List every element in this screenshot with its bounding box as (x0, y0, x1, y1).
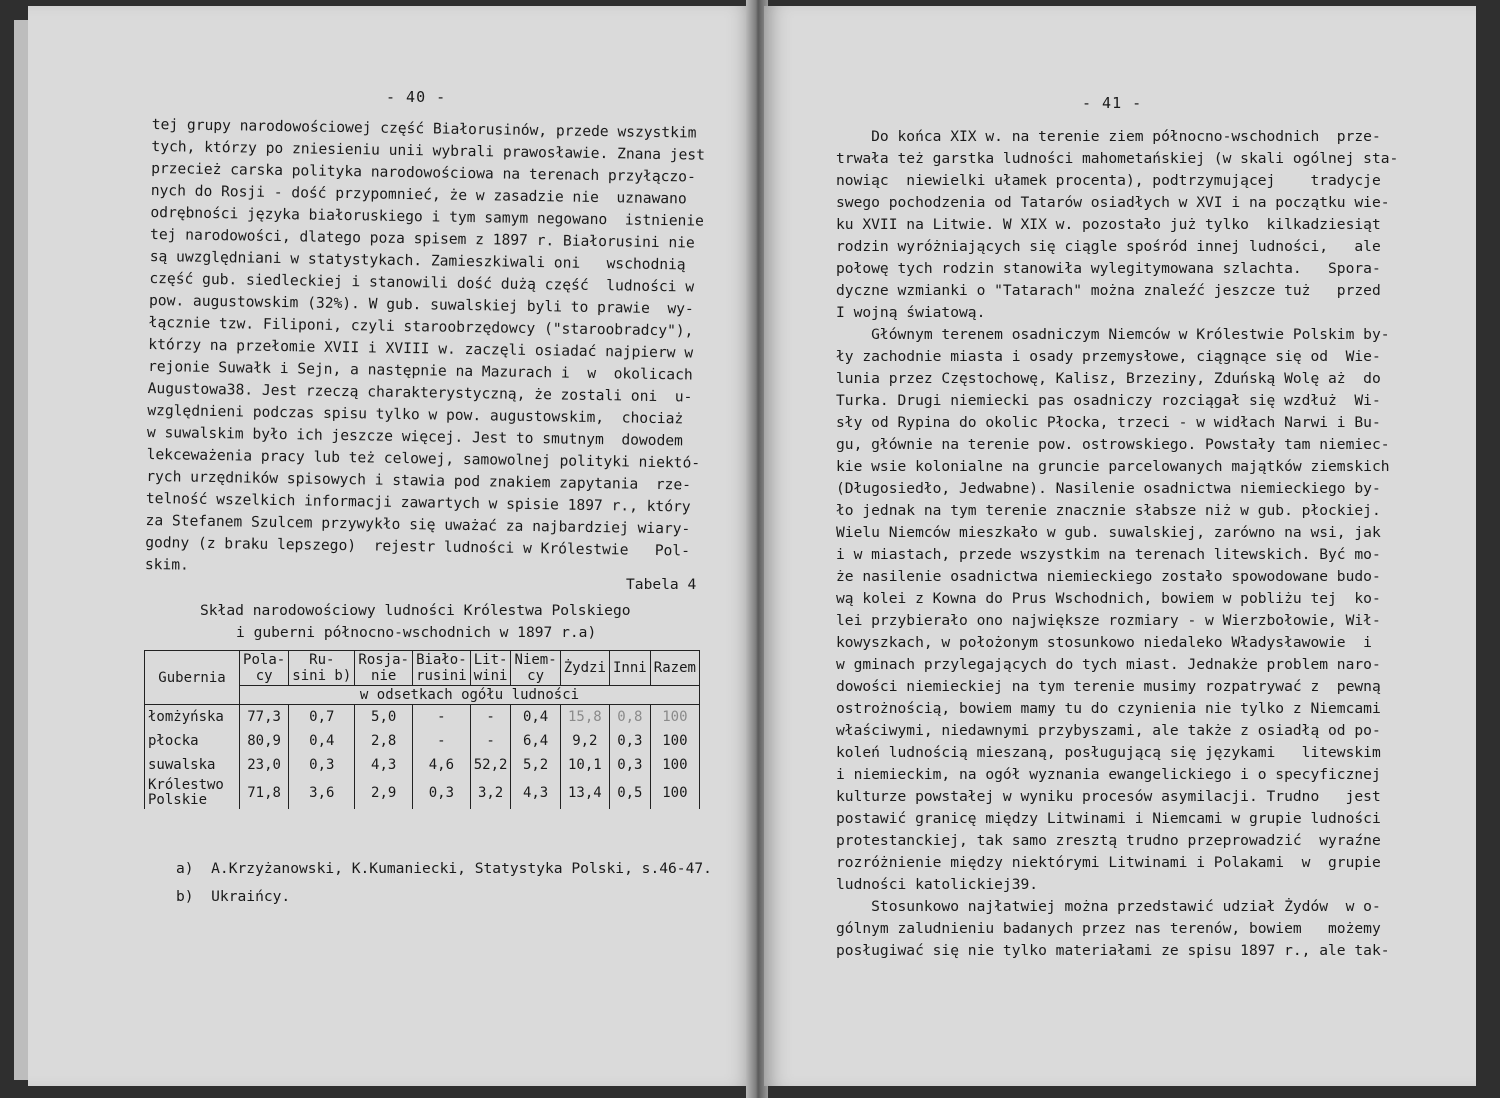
table-cell: 77,3 (240, 705, 289, 730)
table-cell-gubernia: łomżyńska (145, 705, 240, 730)
population-table (144, 650, 700, 809)
left-text-line: w suwalskim było ich jeszcze więcej. Jest to smutnym dowodem (146, 423, 684, 450)
table-cell: 6,4 (511, 729, 560, 753)
table-cell: 0,4 (289, 729, 355, 753)
table-cell: - (413, 729, 471, 753)
table-title-line-1: Skład narodowościowy ludności Królestwa Polskiego (200, 602, 631, 619)
left-text-line: skim. (144, 555, 189, 574)
left-text-line: odrębności języka białoruskiego i tym samym negowano istnienie (150, 203, 705, 230)
table-cell: 5,2 (511, 753, 560, 777)
right-text-line: (Długosiedło, Jedwabne). Nasilenie osadnictwa niemieckiego by- (836, 480, 1381, 497)
right-text-line: Głównym terenem osadniczym Niemców w Królestwie Polskim by- (836, 326, 1390, 343)
left-text-line: godny (z braku lepszego) rejestr ludności w Królestwie Pol- (145, 533, 691, 560)
left-text-line: tej narodowości, dlatego poza spisem z 1897 r. Białorusini nie (149, 225, 695, 252)
table-cell: 0,3 (413, 777, 471, 809)
table-cell: 100 (650, 729, 699, 753)
right-text-line: że nasilenie osadnictwa niemieckiego zostało spowodowane budo- (836, 568, 1381, 585)
table-cell-gubernia: Królestwo Polskie (145, 777, 240, 809)
table-header: Inni (609, 651, 650, 686)
left-text-line: pow. augustowskim (32%). W gub. suwalskiej byli to prawie wy- (148, 291, 694, 318)
left-text-line: część gub. siedleckiej i stanowili dość dużą część ludności w (149, 269, 695, 296)
table-cell-gubernia: suwalska (145, 753, 240, 777)
right-text-line: wą kolei z Kowna do Prus Wschodnich, bowiem w pobliżu tej ko- (836, 590, 1381, 607)
right-text-line: Wielu Niemców mieszkało w gub. suwalskiej, zarówno na wsi, jak (836, 524, 1381, 541)
table-cell: 3,6 (289, 777, 355, 809)
table-header-gubernia: Gubernia (145, 651, 240, 705)
right-text-line: ło jednak na tym terenie znacznie słabsze niż w gub. płockiej. (836, 502, 1381, 519)
left-text-line: rych urzędników spisowych i stawia pod znakiem zapytania rze- (146, 467, 692, 494)
table-header: Biało- rusini (413, 651, 471, 686)
binder-edge (14, 20, 28, 1080)
right-text-line: lunia przez Częstochowę, Kalisz, Brzeziny, Zduńską Wolę aż do (836, 370, 1381, 387)
table-row (145, 705, 700, 730)
table-cell: 5,0 (355, 705, 413, 730)
right-text-line: ludności katolickiej39. (836, 876, 1039, 893)
table-header: Niem- cy (511, 651, 560, 686)
footnote-b: b) Ukraińcy. (176, 888, 291, 905)
right-text-line: rodzin wyróżniających się ciągle spośród innej ludności, ale (836, 238, 1381, 255)
right-text-line: i w miastach, przede wszystkim na terenach litewskich. Być mo- (836, 546, 1381, 563)
right-text-line: lei przybierało ono największe rozmiary - w Wierzbołowie, Wił- (836, 612, 1381, 629)
right-text-line: gu, głównie na terenie pow. ostrowskiego. Powstały tam niemiec- (836, 436, 1390, 453)
right-text-line: gólnym zaludnieniu badanych przez nas terenów, bowiem możemy (836, 920, 1381, 937)
left-text-line: telność wszelkich informacji zawartych w spisie 1897 r., który (145, 489, 691, 516)
table-row (145, 729, 700, 753)
table-cell: - (470, 705, 511, 730)
table-cell: 23,0 (240, 753, 289, 777)
page-number: - 41 - (1082, 94, 1143, 112)
right-text-line: i niemieckim, na ogół wyznania ewangelickiego i o specyficznej (836, 766, 1381, 783)
table-cell: 52,2 (470, 753, 511, 777)
left-text-line: tych, którzy po zniesieniu unii wybrali prawosławie. Znana jest (151, 137, 706, 164)
right-text-line: Do końca XIX w. na terenie ziem północno-wschodnich prze- (836, 128, 1381, 145)
left-text-line: łącznie tzw. Filiponi, czyli staroobrzędowcy ("staroobradcy"), (148, 313, 694, 340)
left-text-line: tej grupy narodowościowej część Białorusinów, przede wszystkim (151, 115, 697, 142)
table-header: Pola- cy (240, 651, 289, 686)
right-text-line: protestanckiej, tak samo zresztą trudno przeprowadzić wyraźne (836, 832, 1381, 849)
right-text-line: posługiwać się nie tylko materiałami ze spisu 1897 r., ale tak- (836, 942, 1390, 959)
table-header: Rosja- nie (355, 651, 413, 686)
table-row (145, 777, 700, 809)
right-text-line: I wojną światową. (836, 304, 986, 321)
right-text-line: swego pochodzenia od Tatarów osiadłych w XVI i na początku wie- (836, 194, 1390, 211)
left-text-line: Augustowa38. Jest rzeczą charakterystyczną, że zostali oni u- (147, 379, 693, 406)
table-cell: 4,3 (511, 777, 560, 809)
table-cell: 100 (650, 777, 699, 809)
table-cell: 4,6 (413, 753, 471, 777)
left-text-line: lekceważenia pracy lub też celowej, samowolnej polityki niektó- (146, 445, 701, 472)
table-row (145, 753, 700, 777)
table-cell: 0,3 (289, 753, 355, 777)
table-cell: - (413, 705, 471, 730)
table-cell: 2,8 (355, 729, 413, 753)
left-text-line: względnieni podczas spisu tylko w pow. augustowskim, chociaż (147, 401, 684, 428)
right-text-line: sły od Rypina do okolic Płocka, trzeci - w widłach Narwi i Bu- (836, 414, 1381, 431)
table-cell: 13,4 (560, 777, 609, 809)
left-text-line: przecież carska polityka narodowościowa na terenach przyłączo- (151, 159, 696, 186)
table-cell: 0,7 (289, 705, 355, 730)
table-cell: 0,8 (609, 705, 650, 730)
right-page (764, 6, 1476, 1086)
right-text-line: nowiąc niewielki ułamek procenta), podtrzymującej tradycje (836, 172, 1381, 189)
right-text-line: kulturze powstałej w wyniku procesów asymilacji. Trudno jest (836, 788, 1381, 805)
right-text-line: kowyszkach, w położonym stosunkowo niedaleko Władysławowie i (836, 634, 1372, 651)
table-title-line-2: i guberni północno-wschodnich w 1897 r.a) (236, 624, 597, 641)
footnote-a: a) A.Krzyżanowski, K.Kumaniecki, Statystyka Polski, s.46-47. (176, 860, 712, 877)
page-number: - 40 - (386, 88, 447, 106)
table-header: Ru- sini b) (289, 651, 355, 686)
table-subheader: w odsetkach ogółu ludności (240, 686, 700, 705)
right-text-line: w gminach przylegających do tych miast. Jednakże problem naro- (836, 656, 1381, 673)
right-text-line: Stosunkowo najłatwiej można przedstawić udział Żydów w o- (836, 898, 1381, 915)
right-text-line: ostrożnością, bowiem mamy tu do czynienia nie tylko z Niemcami (836, 700, 1381, 717)
right-text-line: postawić granicę między Litwinami i Niemcami w grupie ludności (836, 810, 1381, 827)
table-cell: 0,3 (609, 729, 650, 753)
left-text-line: nych do Rosji - dość przypomnieć, że w zasadzie nie uznawano (150, 181, 687, 208)
table-cell: 0,5 (609, 777, 650, 809)
right-text-line: dyczne wzmianki o "Tatarach" można znaleźć jeszcze tuż przed (836, 282, 1381, 299)
right-text-line: koleń ludnością mieszaną, posługującą się językami litewskim (836, 744, 1381, 761)
table-header: Razem (650, 651, 699, 686)
table-cell: 3,2 (470, 777, 511, 809)
table-header: Lit- wini (470, 651, 511, 686)
right-page-body (836, 126, 1398, 962)
table-cell-gubernia: płocka (145, 729, 240, 753)
left-text-line: którzy na przełomie XVII i XVIII w. zaczęli osiadać najpierw w (148, 335, 694, 362)
table-cell: 2,9 (355, 777, 413, 809)
table-cell: 0,3 (609, 753, 650, 777)
left-text-line: rejonie Suwałk i Sejn, a następnie na Mazurach i w okolicach (147, 357, 693, 384)
left-text-line: za Stefanem Szulcem przywykło się uważać za najbardziej wiary- (145, 511, 691, 538)
table-cell: 100 (650, 753, 699, 777)
table-cell: 9,2 (560, 729, 609, 753)
right-text-line: ku XVII na Litwie. W XIX w. pozostało już tylko kilkadziesiąt (836, 216, 1381, 233)
right-text-line: Turka. Drugi niemiecki pas osadniczy rozciągał się wzdłuż Wi- (836, 392, 1381, 409)
right-text-line: rozróżnienie między niektórymi Litwinami i Polakami w grupie (836, 854, 1381, 871)
table-cell: - (470, 729, 511, 753)
right-text-line: właściwymi, niedawnymi przybyszami, ale także z osiadłą od po- (836, 722, 1381, 739)
table-cell: 71,8 (240, 777, 289, 809)
left-page-body (145, 114, 706, 585)
right-text-line: kie wsie kolonialne na gruncie parcelowanych majątków ziemskich (836, 458, 1390, 475)
table-cell: 10,1 (560, 753, 609, 777)
left-page (28, 6, 754, 1086)
left-text-line: są uwzględniani w statystykach. Zamieszkiwali oni wschodnią (149, 247, 686, 274)
table-header: Żydzi (560, 651, 609, 686)
right-text-line: dowości niemieckiej na tym terenie musimy rozpatrywać z pewną (836, 678, 1381, 695)
right-text-line: połowę tych rodzin stanowiła wylegitymowana szlachta. Spora- (836, 260, 1381, 277)
right-text-line: ły zachodnie miasta i osady przemysłowe, ciągnące się od Wie- (836, 348, 1381, 365)
table-cell: 80,9 (240, 729, 289, 753)
right-text-line: trwała też garstka ludności mahometańskiej (w skali ogólnej sta- (836, 150, 1399, 167)
table-cell: 4,3 (355, 753, 413, 777)
table-cell: 0,4 (511, 705, 560, 730)
table-cell: 15,8 (560, 705, 609, 730)
table-cell: 100 (650, 705, 699, 730)
table-label: Tabela 4 (626, 576, 697, 593)
